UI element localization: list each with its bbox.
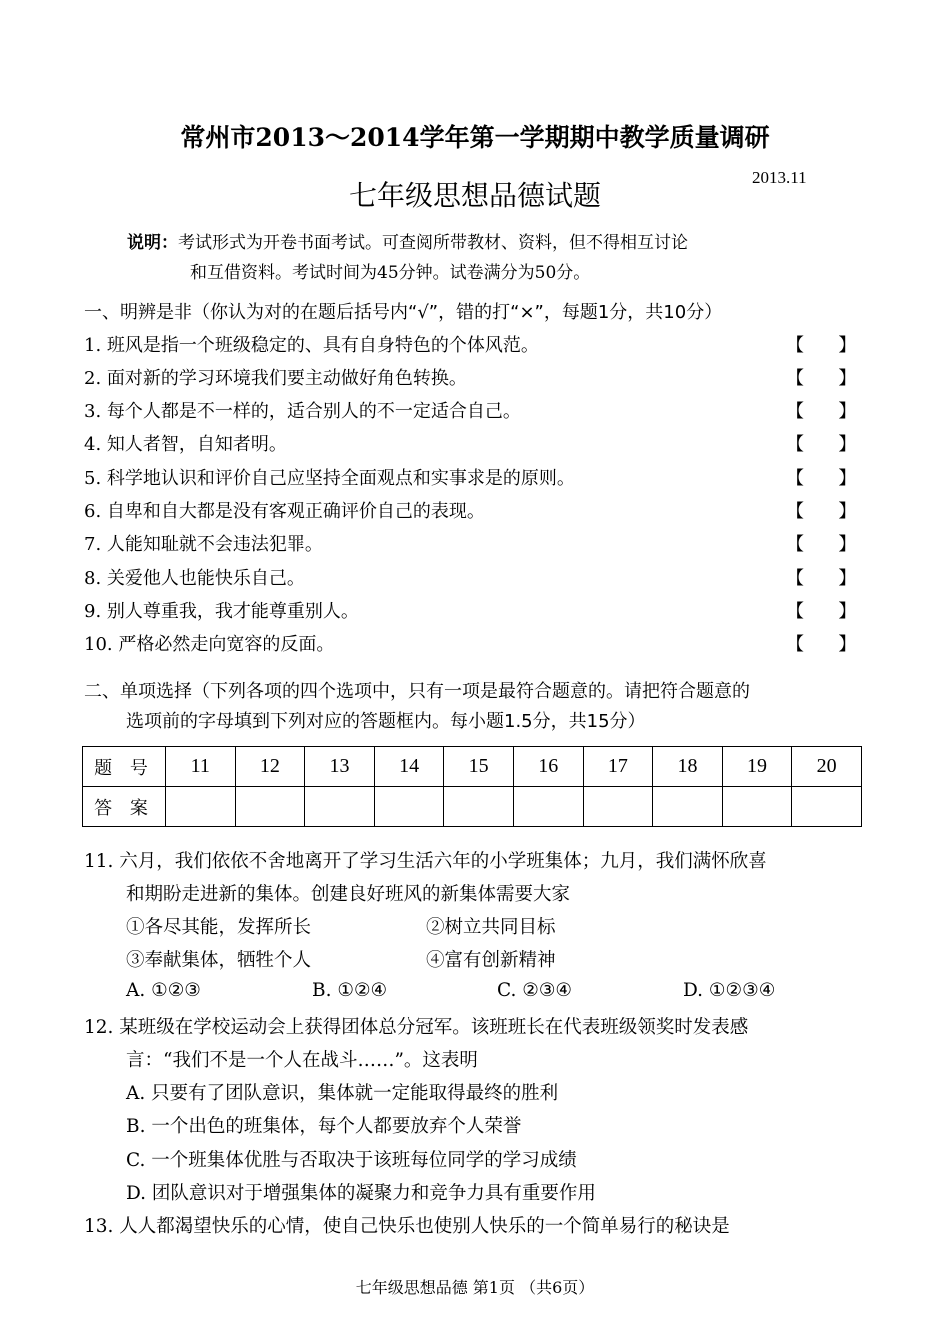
- item-text: 7. 人能知耻就不会违法犯罪。: [84, 534, 323, 555]
- answer-cell[interactable]: [653, 787, 723, 827]
- answer-cell[interactable]: [583, 787, 653, 827]
- instructions-line-2: 和互借资料。考试时间为45分钟。试卷满分为50分。: [190, 263, 591, 283]
- true-false-item: [84, 630, 857, 660]
- instructions-text-1: 考试形式为开卷书面考试。可查阅所带教材、资料，但不得相互讨论: [178, 233, 688, 253]
- answer-cell[interactable]: [166, 787, 236, 827]
- q11-option-a: A. ①②③: [126, 980, 201, 1001]
- question-number-cell: 16: [513, 747, 583, 787]
- true-false-item: [84, 597, 857, 627]
- question-number-cell: 12: [235, 747, 305, 787]
- question-number-cell: 19: [722, 747, 792, 787]
- instructions-label: 说明：: [127, 233, 178, 253]
- q12-option-b: B. 一个出色的班集体，每个人都要放弃个人荣誉: [126, 1116, 522, 1137]
- q11-statement-3: ③奉献集体，牺牲个人: [126, 950, 312, 971]
- true-false-item: [84, 464, 857, 494]
- answer-bracket: 【 】: [786, 368, 857, 389]
- answer-bracket: 【 】: [786, 468, 857, 489]
- item-text: 8. 关爱他人也能快乐自己。: [84, 568, 305, 589]
- true-false-item: [84, 397, 857, 427]
- question-number-cell: 18: [653, 747, 723, 787]
- answer-grid-number-row: [83, 747, 862, 787]
- answer-bracket: 【 】: [786, 601, 857, 622]
- answer-cell[interactable]: [374, 787, 444, 827]
- exam-subtitle: 七年级思想品德试题: [348, 179, 601, 212]
- exam-date: 2013.11: [752, 168, 807, 187]
- answer-cell[interactable]: [513, 787, 583, 827]
- q11-stem-cont: 和期盼走进新的集体。创建良好班风的新集体需要大家: [126, 884, 571, 905]
- instructions-line-1: [127, 228, 688, 253]
- q11-option-b: B. ①②④: [312, 980, 388, 1001]
- row-label-answer: 答 案: [83, 787, 166, 827]
- section-2-heading-cont: 选项前的字母填到下列对应的答题框内。每小题1.5分，共15分）: [126, 711, 646, 732]
- true-false-item: [84, 497, 857, 527]
- q11-statement-2: ②树立共同目标: [426, 917, 556, 938]
- section-1-heading: 一、明辨是非（你认为对的在题后括号内“√”，错的打“×”，每题1分，共10分）: [84, 302, 723, 323]
- answer-bracket: 【 】: [786, 534, 857, 555]
- item-text: 2. 面对新的学习环境我们要主动做好角色转换。: [84, 368, 467, 389]
- q11-stem: 11. 六月，我们依依不舍地离开了学习生活六年的小学班集体；九月，我们满怀欣喜: [84, 851, 767, 872]
- q12-stem-cont: 言：“我们不是一个人在战斗……”。这表明: [126, 1050, 478, 1071]
- item-text: 4. 知人者智，自知者明。: [84, 434, 287, 455]
- item-text: 5. 科学地认识和评价自己应坚持全面观点和实事求是的原则。: [84, 468, 575, 489]
- section-2-heading: 二、单项选择（下列各项的四个选项中，只有一项是最符合题意的。请把符合题意的: [84, 681, 750, 702]
- true-false-item: [84, 564, 857, 594]
- question-number-cell: 11: [166, 747, 236, 787]
- q11-statement-1: ①各尽其能，发挥所长: [126, 917, 312, 938]
- question-number-cell: 13: [305, 747, 375, 787]
- item-text: 3. 每个人都是不一样的，适合别人的不一定适合自己。: [84, 401, 521, 422]
- q12-option-c: C. 一个班集体优胜与否取决于该班每位同学的学习成绩: [126, 1150, 577, 1171]
- true-false-item: [84, 430, 857, 460]
- answer-cell[interactable]: [792, 787, 862, 827]
- q12-option-a: A. 只要有了团队意识，集体就一定能取得最终的胜利: [126, 1083, 559, 1104]
- answer-cell[interactable]: [444, 787, 514, 827]
- q13-stem: 13. 人人都渴望快乐的心情，使自己快乐也使别人快乐的一个简单易行的秘诀是: [84, 1216, 730, 1237]
- item-text: 9. 别人尊重我，我才能尊重别人。: [84, 601, 359, 622]
- question-number-cell: 15: [444, 747, 514, 787]
- item-text: 10. 严格必然走向宽容的反面。: [84, 634, 335, 655]
- q11-option-c: C. ②③④: [497, 980, 573, 1001]
- answer-grid: [82, 746, 862, 827]
- true-false-item: [84, 331, 857, 361]
- answer-bracket: 【 】: [786, 634, 857, 655]
- question-number-cell: 14: [374, 747, 444, 787]
- answer-cell[interactable]: [722, 787, 792, 827]
- answer-cell[interactable]: [305, 787, 375, 827]
- answer-bracket: 【 】: [786, 568, 857, 589]
- answer-bracket: 【 】: [786, 401, 857, 422]
- q12-stem: 12. 某班级在学校运动会上获得团体总分冠军。该班班长在代表班级领奖时发表感: [84, 1017, 749, 1038]
- q11-option-d: D. ①②③④: [683, 980, 776, 1001]
- q11-statement-4: ④富有创新精神: [426, 950, 556, 971]
- true-false-item: [84, 530, 857, 560]
- row-label-number: 题 号: [83, 747, 166, 787]
- answer-cell[interactable]: [235, 787, 305, 827]
- answer-bracket: 【 】: [786, 434, 857, 455]
- answer-bracket: 【 】: [786, 335, 857, 356]
- question-number-cell: 17: [583, 747, 653, 787]
- question-number-cell: 20: [792, 747, 862, 787]
- page-footer: 七年级思想品德 第1页 （共6页）: [355, 1278, 595, 1297]
- answer-grid-answer-row: [83, 787, 862, 827]
- q12-option-d: D. 团队意识对于增强集体的凝聚力和竞争力具有重要作用: [126, 1183, 596, 1204]
- exam-title: 常州市2013～2014学年第一学期期中教学质量调研: [180, 123, 770, 152]
- item-text: 6. 自卑和自大都是没有客观正确评价自己的表现。: [84, 501, 485, 522]
- true-false-item: [84, 364, 857, 394]
- item-text: 1. 班风是指一个班级稳定的、具有自身特色的个体风范。: [84, 335, 539, 356]
- answer-bracket: 【 】: [786, 501, 857, 522]
